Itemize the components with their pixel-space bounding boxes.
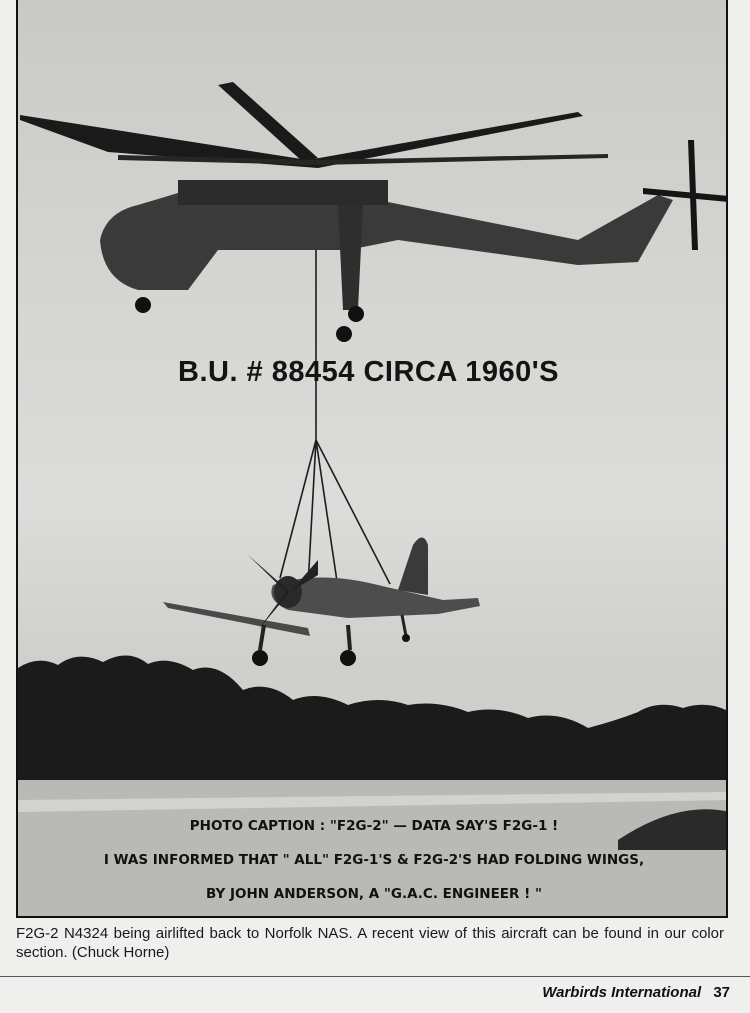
aircraft-tail-wheel	[402, 634, 410, 642]
helicopter-nose-wheel	[135, 297, 151, 313]
f2g-aircraft	[163, 538, 480, 667]
photo-illustration	[18, 0, 728, 918]
helicopter-landing-strut	[338, 205, 363, 310]
page-number: 37	[713, 984, 730, 1001]
aircraft-tail-fin	[398, 538, 428, 596]
helicopter-wheel	[336, 326, 352, 342]
photo-caption-line: I WAS INFORMED THAT " ALL" F2G-1'S & F2G-2'S HAD FOLDING WINGS,	[103, 852, 645, 868]
photo-caption-line: BY JOHN ANDERSON, A "G.A.C. ENGINEER ! "	[205, 886, 543, 902]
page-footer	[542, 984, 730, 1001]
photograph	[16, 0, 728, 918]
tree-line	[18, 655, 728, 780]
footer-rule	[0, 976, 750, 977]
helicopter-wheel	[348, 306, 364, 322]
helicopter-engine-housing	[178, 180, 388, 205]
aircraft-wheel	[252, 650, 268, 666]
photo-caption-line: PHOTO CAPTION : "F2G-2" — DATA SAY'S F2G-1 !	[189, 818, 559, 834]
helicopter	[20, 82, 728, 342]
aircraft-wheel	[340, 650, 356, 666]
printed-caption: F2G-2 N4324 being airlifted back to Norfolk NAS. A recent view of this aircraft can be found in our color section. (Chuck Horne)	[16, 925, 724, 961]
sling-cables	[280, 250, 390, 588]
overlay-title: B.U. # 88454 CIRCA 1960'S	[178, 356, 560, 388]
publication-name: Warbirds International	[542, 984, 702, 1001]
